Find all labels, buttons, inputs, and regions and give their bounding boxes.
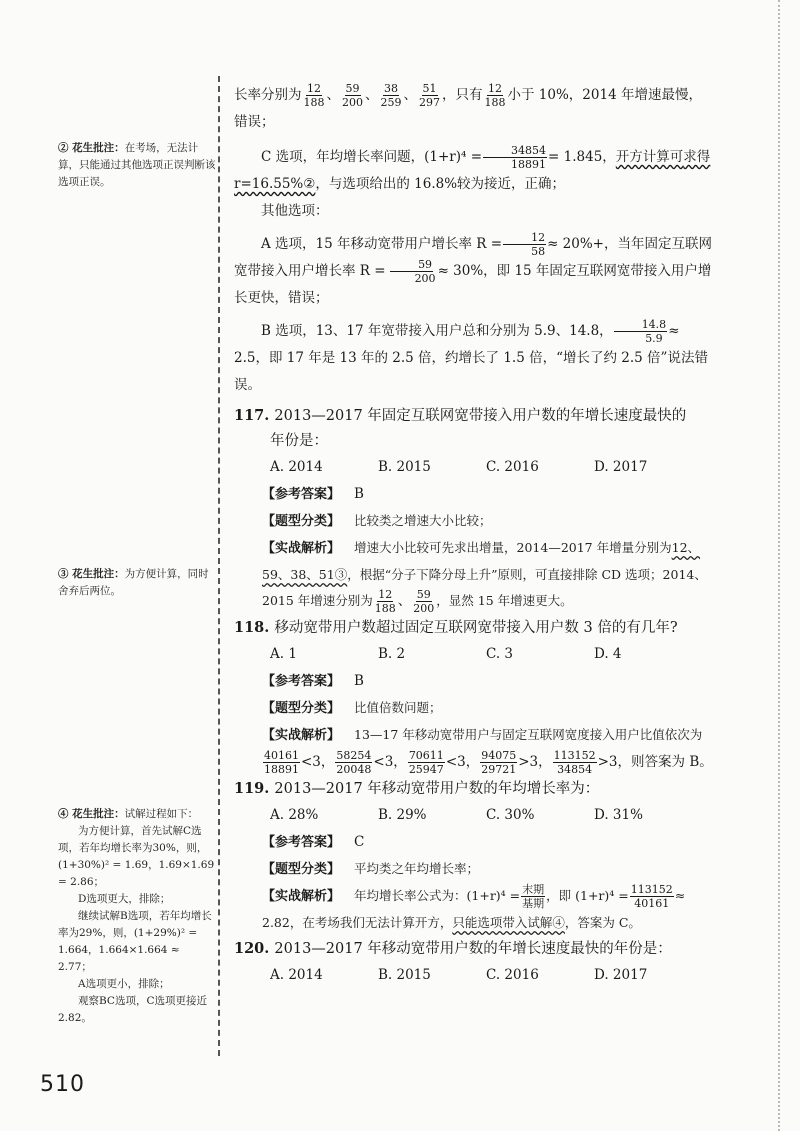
denominator: 188 — [303, 96, 325, 109]
numerator: 59 — [345, 82, 360, 95]
question-text: 2013—2017 年移动宽带用户数的年增长速度最快的年份是： — [274, 941, 672, 957]
numerator: 12 — [307, 82, 321, 95]
question-118-options — [234, 641, 714, 668]
fraction — [412, 588, 435, 615]
numerator: 14.8 — [614, 318, 668, 332]
fraction — [484, 82, 507, 109]
side-note-4-line5: A选项更小，排除； — [78, 978, 170, 990]
numerator: 94075 — [481, 749, 517, 762]
fraction — [374, 588, 397, 615]
option-d: D. 31% — [594, 807, 643, 823]
answer-value: B — [354, 486, 364, 502]
comparison: <3， — [373, 754, 407, 770]
fraction — [480, 749, 517, 776]
denominator: 297 — [419, 96, 440, 109]
text: 则答案为 B。 — [631, 754, 713, 770]
denominator: 200 — [414, 272, 436, 285]
denominator: 基期 — [522, 897, 545, 910]
answer-value: B — [354, 673, 364, 689]
question-number: 117. — [234, 407, 270, 424]
page-edge-dotted-line — [778, 0, 780, 1131]
side-note-4-line3: D选项更大，排除； — [78, 893, 171, 905]
side-note-4 — [58, 806, 216, 1027]
fraction — [341, 82, 364, 109]
option-c: C. 30% — [486, 807, 535, 823]
type-value: 比值倍数问题； — [354, 700, 442, 715]
denominator: 188 — [484, 96, 506, 109]
numerator: 40161 — [264, 749, 299, 762]
text: 小于 10%，2014 年增速最慢， — [507, 87, 702, 103]
text: ≈ 2.82，在考场我们无法计算开方， — [262, 888, 686, 930]
numerator: 59 — [390, 258, 433, 272]
option-b-analysis — [234, 318, 714, 399]
option-b: B. 29% — [378, 807, 427, 823]
underlined-text: 只能选项带入试解④ — [452, 915, 565, 930]
option-a: A. 1 — [270, 646, 297, 662]
option-a-analysis — [234, 231, 714, 312]
text: 年均增长率公式为：(1+r)⁴ = — [354, 888, 521, 903]
side-note-3-text: 为方便计算，同时舍弃后两位。 — [58, 568, 209, 597]
question-119-options — [234, 802, 714, 829]
answer-label: 【参考答案】 — [262, 487, 341, 502]
underlined-text: 12、59、38、51③ — [262, 540, 701, 582]
question-117 — [234, 403, 714, 429]
text: ，答案为 C。 — [564, 915, 641, 930]
comparison: >3， — [597, 754, 632, 770]
type-value: 比较类之增速大小比较； — [354, 513, 492, 528]
denominator: 5.9 — [645, 332, 663, 345]
side-note-3 — [58, 566, 216, 600]
type-label: 【题型分类】 — [262, 514, 341, 529]
side-note-4-line4: 继续试解B选项，若年均增长率为29%，则，(1+29%)² = 1.664，1.664×1.664 ≈ 2.77； — [58, 910, 212, 973]
option-c: C. 2016 — [486, 967, 539, 983]
answer-117 — [234, 481, 714, 508]
text: B 选项，13、17 年宽带接入用户总和分别为 5.9、14.8， — [261, 323, 613, 339]
type-119 — [234, 856, 714, 883]
side-note-2-text: 在考场，无法计算，只能通过其他选项正误判断该选项正误。 — [58, 142, 216, 188]
denominator: 40161 — [634, 897, 670, 910]
type-label: 【题型分类】 — [262, 701, 341, 716]
question-number: 120. — [234, 940, 270, 957]
fraction — [553, 749, 597, 776]
side-note-4-line1: 试解过程如下： — [124, 808, 199, 820]
text: ，与选项给出的 16.8%较为接近，正确； — [315, 176, 566, 192]
numerator: 38 — [384, 82, 398, 95]
text: ≈ 30%，即 15 年固定互联网宽带接入用户增长更快，错误； — [234, 263, 712, 306]
option-d: D. 2017 — [594, 967, 648, 983]
option-d: D. 4 — [594, 646, 622, 662]
numerator: 末期 — [522, 883, 545, 896]
question-text: 移动宽带用户数超过固定互联网宽带接入用户数 3 倍的有几年? — [274, 620, 678, 636]
comparison: >3， — [518, 754, 552, 770]
denominator: 34854 — [557, 763, 593, 776]
denominator: 25947 — [408, 763, 444, 776]
underlined-text: 开方计算可 — [615, 149, 684, 165]
option-c: C. 3 — [486, 646, 514, 662]
answer-118 — [234, 668, 714, 695]
analysis-label: 【实战解析】 — [262, 889, 341, 904]
question-number: 118. — [234, 619, 270, 636]
option-b: B. 2 — [378, 646, 406, 662]
fraction — [630, 883, 674, 910]
question-120-options — [234, 962, 714, 989]
other-options-heading: 其他选项： — [261, 203, 329, 219]
side-note-2-tag: ② 花生批注： — [58, 142, 125, 154]
denominator: 259 — [380, 96, 402, 109]
side-note-3-tag: ③ 花生批注： — [58, 568, 125, 580]
question-120 — [234, 936, 714, 962]
answer-119 — [234, 829, 714, 856]
analysis-label: 【实战解析】 — [262, 541, 341, 556]
main-content — [234, 80, 714, 989]
question-text: 2013—2017 年固定互联网宽带接入用户数的年增长速度最快的 — [274, 408, 687, 424]
numerator: 51 — [422, 82, 437, 95]
page-number: 510 — [40, 1072, 85, 1097]
comparison: <3， — [301, 754, 335, 770]
analysis-118 — [234, 722, 714, 776]
side-note-4-line6: 观察BC选项，C选项更接近2.82。 — [58, 995, 207, 1024]
underlined-text: 求得 r=16.55%② — [234, 149, 711, 192]
type-118 — [234, 695, 714, 722]
fraction — [303, 82, 326, 109]
question-119 — [234, 776, 714, 802]
fraction — [408, 749, 445, 776]
type-label: 【题型分类】 — [262, 862, 341, 877]
question-text: 2013—2017 年移动宽带用户数的年均增长率为： — [274, 781, 600, 797]
text: C 选项，年均增长率问题，(1+r)⁴ = — [261, 149, 483, 165]
numerator: 12 — [503, 231, 546, 245]
type-117 — [234, 508, 714, 535]
margin-divider — [218, 76, 220, 1056]
option-a: A. 2014 — [270, 967, 323, 983]
answer-label: 【参考答案】 — [262, 835, 341, 850]
fraction — [521, 883, 545, 910]
side-note-4-tag: ④ 花生批注： — [58, 808, 125, 820]
option-b: B. 2015 — [378, 459, 431, 475]
question-118 — [234, 615, 714, 641]
side-note-4-line2: 为方便计算，首先试解C选项，若年均增长率为30%，则，(1+30%)² = 1.69，1.69×1.69 = 2.86； — [58, 825, 215, 888]
fraction — [387, 258, 437, 285]
text: ≈ 20%+，当年固定互联网宽带接入用户增长率 R = — [234, 236, 712, 279]
side-note-2 — [58, 140, 216, 191]
option-a: A. 28% — [270, 807, 319, 823]
option-a: A. 2014 — [270, 459, 323, 475]
denominator: 200 — [342, 96, 363, 109]
denominator: 18891 — [511, 158, 547, 171]
denominator: 18891 — [264, 763, 299, 776]
numerator: 12 — [378, 588, 393, 601]
text: ，即 (1+r)⁴ = — [546, 888, 629, 903]
text: ，根据“分子下降分母上升”原则，可直接排除 CD 选项；2014、2015 年增速分别为 — [262, 567, 707, 608]
text: = 1.845， — [548, 149, 616, 165]
numerator: 113152 — [553, 749, 596, 762]
analysis-label: 【实战解析】 — [262, 728, 341, 743]
fraction — [380, 82, 403, 109]
text: 长率分别为 — [234, 87, 302, 103]
text: ，显然 15 年增速更大。 — [436, 593, 573, 608]
answer-value: C — [354, 834, 365, 850]
denominator: 29721 — [481, 763, 517, 776]
fraction — [418, 82, 441, 109]
top-paragraph-1-end: 错误； — [234, 114, 275, 130]
numerator: 34854 — [483, 144, 547, 158]
question-117-cont: 年份是： — [270, 433, 328, 449]
top-paragraph-1: 长率分别为 $\frac{12}{188}$ 、 $\frac{59}{200}$ 、 $\frac{38}{259}$ 、 $\frac{51}{297}$ ，只有 $\frac{12}{188}$ 小于 10%，2014 年增速最慢， — [234, 82, 702, 109]
text: 13—17 年移动宽带用户与固定互联网宽度接入用户比值依次为 — [354, 727, 703, 742]
option-c: C. 2016 — [486, 459, 539, 475]
fraction — [483, 144, 547, 171]
option-c-analysis — [234, 144, 714, 198]
text: ≈ 2.5，即 17 年是 13 年的 2.5 倍，约增长了 1.5 倍，“增长了约 2.5 倍”说法错误。 — [234, 323, 708, 393]
numerator: 113152 — [630, 883, 673, 896]
fraction — [335, 749, 372, 776]
question-117-options — [234, 454, 714, 481]
denominator: 188 — [374, 602, 396, 615]
text: ，只有 — [442, 87, 483, 103]
type-value: 平均类之年均增长率； — [354, 861, 480, 876]
option-d: D. 2017 — [594, 459, 648, 475]
text: A 选项，15 年移动宽带用户增长率 R = — [261, 236, 503, 252]
numerator: 58254 — [336, 749, 372, 762]
numerator: 59 — [416, 588, 431, 601]
question-number: 119. — [234, 780, 270, 797]
text: 增速大小比较可先求出增量，2014—2017 年增量分别为 — [354, 540, 672, 555]
fraction — [614, 318, 668, 345]
numerator: 70611 — [408, 749, 444, 762]
denominator: 20048 — [336, 763, 372, 776]
answer-label: 【参考答案】 — [262, 674, 341, 689]
fraction — [263, 749, 300, 776]
analysis-119 — [234, 883, 714, 936]
analysis-117: 【实战解析】 增速大小比较可先求出增量，2014—2017 年增量分别为12、59、38、51③，根据“分子下降分母上升”原则，可直接排除 CD 选项；2014、2015 年增速分别为 $\frac{12}{188}$ 、 $\frac{59}{200}$ ，显然 15 年增速更大。 — [262, 540, 707, 615]
fraction — [503, 231, 546, 258]
denominator: 200 — [413, 602, 435, 615]
numerator: 12 — [488, 82, 502, 95]
denominator: 58 — [531, 245, 546, 258]
comparison: <3， — [445, 754, 480, 770]
option-b: B. 2015 — [378, 967, 431, 983]
